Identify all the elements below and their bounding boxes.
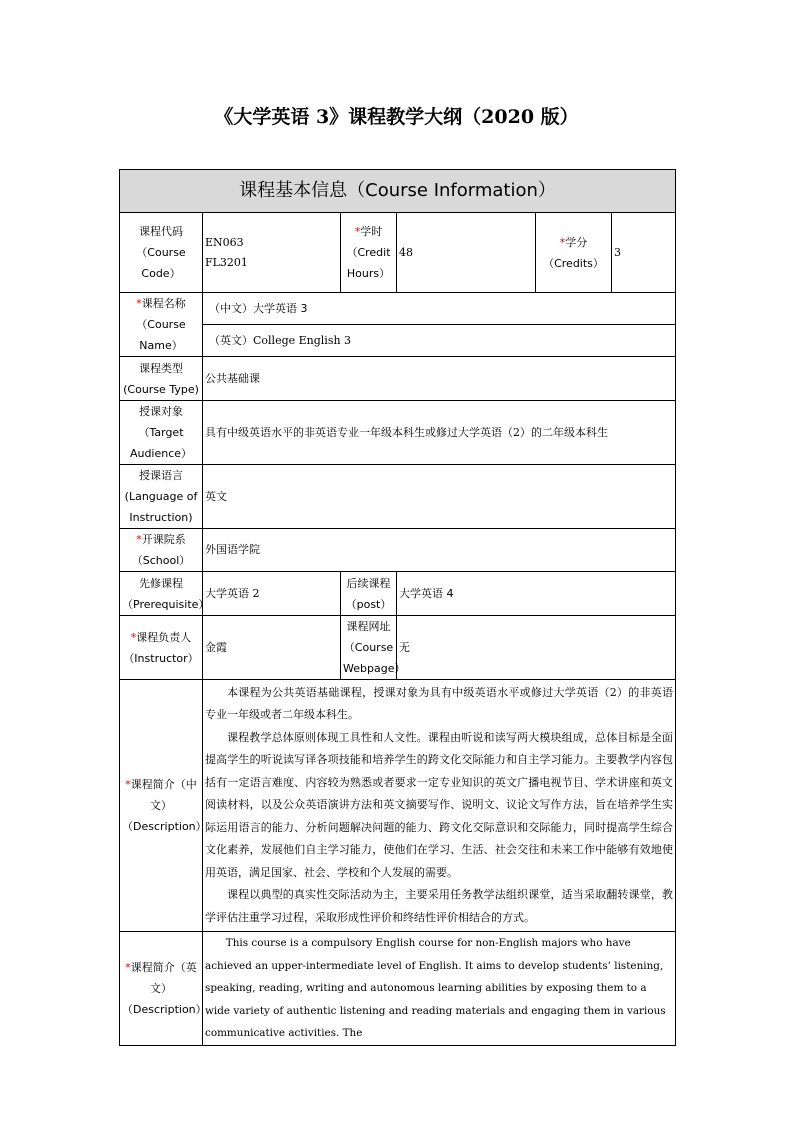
course-info-table bbox=[119, 169, 676, 1046]
prerequisite-label: 先修课程 （Prerequisite） bbox=[120, 572, 203, 616]
audience-value: 具有中级英语水平的非英语专业一年级本科生或修过大学英语（2）的二年级本科生 bbox=[203, 401, 676, 465]
hours-value: 48 bbox=[397, 213, 536, 293]
course-type-value: 公共基础课 bbox=[203, 357, 676, 401]
instructor-value: 金霞 bbox=[203, 616, 341, 680]
credits-label: *学分 （Credits） bbox=[536, 213, 612, 293]
description-cn-text bbox=[203, 680, 676, 932]
table-header: 课程基本信息（Course Information） bbox=[120, 170, 676, 213]
course-code-value: EN063 FL3201 bbox=[203, 213, 341, 293]
hours-label: *学时 （Credit Hours） bbox=[341, 213, 397, 293]
description-cn-paragraph: 课程以典型的真实性交际活动为主，主要采用任务教学法组织课堂，适当采取翻转课堂，教学评估注重学习过程，采取形成性评价和终结性评价相结合的方式。 bbox=[205, 888, 674, 924]
post-value: 大学英语 4 bbox=[397, 572, 676, 616]
description-en-text bbox=[203, 932, 676, 1046]
school-value: 外国语学院 bbox=[203, 529, 676, 572]
credits-value: 3 bbox=[612, 213, 676, 293]
course-name-label: *课程名称 （Course Name） bbox=[120, 293, 203, 357]
webpage-label: 课程网址 （Course Webpage） bbox=[341, 616, 397, 680]
course-name-cn: （中文）大学英语 3 bbox=[203, 293, 676, 325]
language-label: 授课语言 (Language of Instruction) bbox=[120, 465, 203, 529]
audience-label: 授课对象 （Target Audience） bbox=[120, 401, 203, 465]
webpage-value: 无 bbox=[397, 616, 676, 680]
course-code-label: 课程代码 （Course Code） bbox=[120, 213, 203, 293]
post-label: 后续课程 （post） bbox=[341, 572, 397, 616]
course-type-label: 课程类型 (Course Type) bbox=[120, 357, 203, 401]
prerequisite-value: 大学英语 2 bbox=[203, 572, 341, 616]
course-name-en: （英文）College English 3 bbox=[203, 325, 676, 357]
language-value: 英文 bbox=[203, 465, 676, 529]
description-en-paragraph: This course is a compulsory English course for non-English majors who have achieved an upper-intermediate level of English. It aims to develop students’ listening, speaking, reading, writing and autonomous learning abilities by exposing them to a wide variety of authentic listening and reading materials and engaging them in various communicative activities. The bbox=[205, 937, 666, 1039]
school-label: *开课院系 （School） bbox=[120, 529, 203, 572]
document-title: 《大学英语 3》课程教学大纲（2020 版） bbox=[214, 106, 579, 128]
instructor-label: *课程负责人 （Instructor） bbox=[120, 616, 203, 680]
description-cn-label: *课程简介（中文） （Description） bbox=[120, 680, 203, 932]
description-cn-paragraph: 本课程为公共英语基础课程，授课对象为具有中级英语水平或修过大学英语（2）的非英语专业一年级或者二年级本科生。 bbox=[205, 685, 674, 722]
description-cn-paragraph: 课程教学总体原则体现工具性和人文性。课程由听说和读写两大模块组成，总体目标是全面提高学生的听说读写译各项技能和培养学生的跨文化交际能力和自主学习能力。主要教学内容包括有一定语言难度、内容较为熟悉或者要求一定专业知识的英文广播电视节目、学术讲座和英文阅读材料，以及公众英语演讲方法和英文摘要写作、说明文、议论文写作方法，旨在培养学生实际运用语言的能力、分析问题解决问题的能力、跨文化交际意识和交际能力，同时提高学生综合文化素养，发展他们自主学习能力，使他们在学习、生活、社会交往和未来工作中能够有效地使用英语，满足国家、社会、学校和个人发展的需要。 bbox=[205, 730, 674, 879]
description-en-label: *课程简介（英文） （Description） bbox=[120, 932, 203, 1046]
